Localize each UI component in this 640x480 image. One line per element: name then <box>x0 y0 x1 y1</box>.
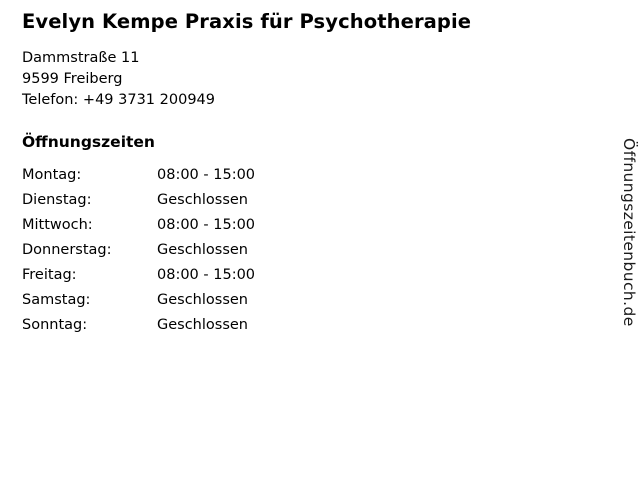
table-row <box>22 190 255 215</box>
table-row <box>22 215 255 240</box>
day-label: Freitag: <box>22 267 77 284</box>
day-value: Geschlossen <box>157 317 248 334</box>
day-label: Donnerstag: <box>22 242 112 259</box>
day-label: Sonntag: <box>22 317 88 334</box>
opening-hours-heading: Öffnungszeiten <box>22 133 155 152</box>
day-label: Mittwoch: <box>22 217 93 234</box>
phone-number: Telefon: +49 3731 200949 <box>22 92 215 109</box>
day-label: Samstag: <box>22 292 91 309</box>
day-value: Geschlossen <box>157 292 248 309</box>
opening-hours-table <box>22 165 255 340</box>
day-value: 08:00 - 15:00 <box>157 217 256 234</box>
address-city: 9599 Freiberg <box>22 71 123 88</box>
day-label: Dienstag: <box>22 192 92 209</box>
day-label: Montag: <box>22 167 82 184</box>
day-value: 08:00 - 15:00 <box>157 267 256 284</box>
table-row <box>22 165 255 190</box>
watermark-label: Öffnungszeitenbuch.de <box>620 138 638 327</box>
page-title: Evelyn Kempe Praxis für Psychotherapie <box>22 10 472 33</box>
address-street: Dammstraße 11 <box>22 50 140 67</box>
day-value: Geschlossen <box>157 242 248 259</box>
day-value: Geschlossen <box>157 192 248 209</box>
day-value: 08:00 - 15:00 <box>157 167 256 184</box>
table-row <box>22 240 255 265</box>
table-row <box>22 315 255 340</box>
table-row <box>22 290 255 315</box>
business-info-block <box>22 10 592 340</box>
table-row <box>22 265 255 290</box>
